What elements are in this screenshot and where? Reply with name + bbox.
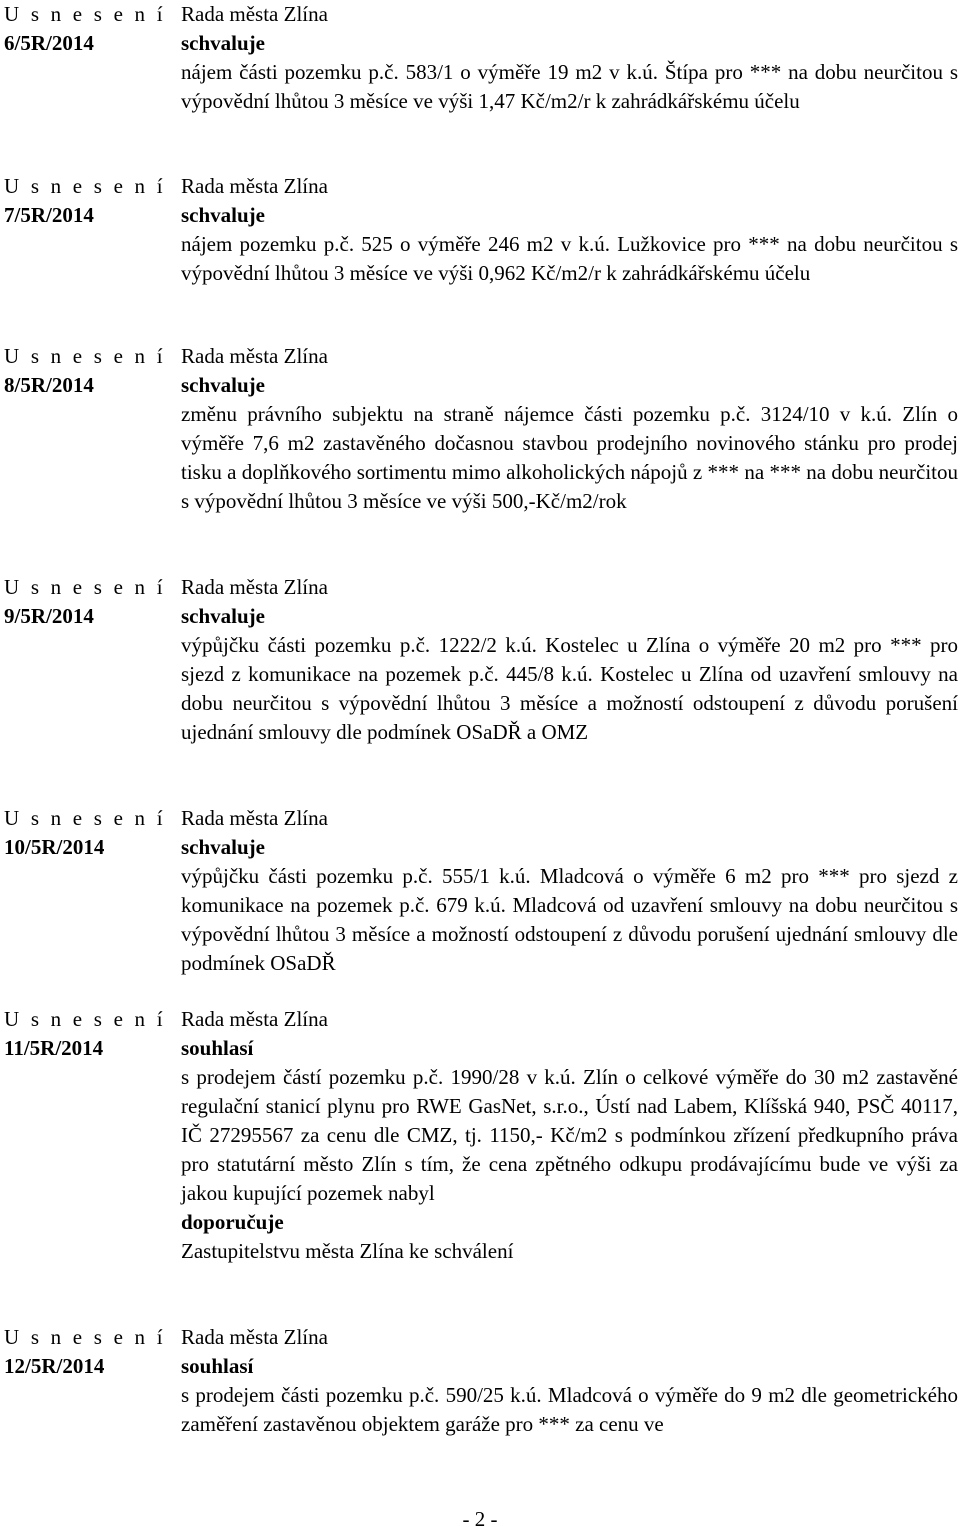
resolution-label xyxy=(4,342,174,400)
resolution-text-secondary: Zastupitelstvu města Zlína ke schválení xyxy=(181,1239,514,1263)
resolution-content xyxy=(181,0,958,116)
resolution-word: U s n e s e n í xyxy=(4,2,166,26)
resolution-text: výpůjčku části pozemku p.č. 555/1 k.ú. Mladcová o výměře 6 m2 pro *** pro sjezd z komunikace na pozemek p.č. 679 k.ú. Mladcová od uzavření smlouvy na dobu neurčitou s výpovědní lhůtou 3 měsíce a možností odstoupení z důvodu porušení ujednání smlouvy dle podmínek OSaDŘ xyxy=(181,864,958,975)
resolution-label xyxy=(4,573,174,631)
resolution-number: 9/5R/2014 xyxy=(4,604,94,628)
resolution-text: změnu právního subjektu na straně nájemce části pozemku p.č. 3124/10 v k.ú. Zlín o výměře 7,6 m2 zastavěného dočasnou stavbou prodejního novinového stánku pro prodej tisku a doplňkového sortimentu mimo alkoholických nápojů z *** na *** na dobu neurčitou s výpovědní lhůtou 3 měsíce ve výši 500,-Kč/m2/rok xyxy=(181,402,958,513)
resolution-text: s prodejem částí pozemku p.č. 1990/28 v k.ú. Zlín o celkové výměře do 30 m2 zastavěné regulační stanicí plynu pro RWE GasNet, s.r.o., Ústí nad Labem, Klíšská 940, PSČ 40117, IČ 27295567 za cenu dle CMZ, tj. 1150,- Kč/m2 s podmínkou zřízení předkupního práva pro statutární město Zlín s tím, že cena zpětného odkupu prodávajícímu bude ve výši za jakou kupující pozemek nabyl xyxy=(181,1065,958,1205)
resolution-authority: Rada města Zlína xyxy=(181,344,328,368)
resolution-number: 12/5R/2014 xyxy=(4,1354,105,1378)
resolution-number: 10/5R/2014 xyxy=(4,835,105,859)
resolution-label xyxy=(4,0,174,58)
resolution-text: s prodejem části pozemku p.č. 590/25 k.ú. Mladcová o výměře do 9 m2 dle geometrického zaměření zastavěnou objektem garáže pro *** za cenu ve xyxy=(181,1383,958,1436)
resolution-authority: Rada města Zlína xyxy=(181,575,328,599)
resolution-content xyxy=(181,573,958,747)
resolution-content xyxy=(181,342,958,516)
resolution-verb: souhlasí xyxy=(181,1036,254,1060)
resolution-label xyxy=(4,172,174,230)
resolution-text: nájem části pozemku p.č. 583/1 o výměře 19 m2 v k.ú. Štípa pro *** na dobu neurčitou s výpovědní lhůtou 3 měsíce ve výši 1,47 Kč/m2/r k zahrádkářskému účelu xyxy=(181,60,958,113)
resolution-authority: Rada města Zlína xyxy=(181,1325,328,1349)
resolution-verb: schvaluje xyxy=(181,31,265,55)
resolution-word: U s n e s e n í xyxy=(4,806,166,830)
resolution-content xyxy=(181,1005,958,1266)
resolution-verb: souhlasí xyxy=(181,1354,254,1378)
resolution-word: U s n e s e n í xyxy=(4,344,166,368)
resolution-number: 7/5R/2014 xyxy=(4,203,94,227)
resolution-word: U s n e s e n í xyxy=(4,575,166,599)
resolution-word: U s n e s e n í xyxy=(4,174,166,198)
resolution-verb-secondary: doporučuje xyxy=(181,1210,284,1234)
resolution-content xyxy=(181,804,958,978)
page-number: - 2 - xyxy=(462,1507,498,1531)
resolution-verb: schvaluje xyxy=(181,203,265,227)
resolution-verb: schvaluje xyxy=(181,373,265,397)
resolution-authority: Rada města Zlína xyxy=(181,2,328,26)
resolution-text: výpůjčku části pozemku p.č. 1222/2 k.ú. Kostelec u Zlína o výměře 20 m2 pro *** pro sjezd z komunikace na pozemek p.č. 445/8 k.ú. Kostelec u Zlína od uzavření smlouvy na dobu neurčitou s výpovědní lhůtou 3 měsíce a možností odstoupení z důvodu porušení ujednání smlouvy dle podmínek OSaDŘ a OMZ xyxy=(181,633,958,744)
resolution-text: nájem pozemku p.č. 525 o výměře 246 m2 v k.ú. Lužkovice pro *** na dobu neurčitou s výpovědní lhůtou 3 měsíce ve výši 0,962 Kč/m2/r k zahrádkářskému účelu xyxy=(181,232,958,285)
resolution-number: 11/5R/2014 xyxy=(4,1036,104,1060)
resolution-word: U s n e s e n í xyxy=(4,1325,166,1349)
resolution-label xyxy=(4,1323,174,1381)
resolution-verb: schvaluje xyxy=(181,835,265,859)
resolution-content xyxy=(181,1323,958,1439)
resolution-number: 6/5R/2014 xyxy=(4,31,94,55)
resolution-verb: schvaluje xyxy=(181,604,265,628)
resolution-number: 8/5R/2014 xyxy=(4,373,94,397)
resolution-authority: Rada města Zlína xyxy=(181,174,328,198)
resolution-authority: Rada města Zlína xyxy=(181,806,328,830)
resolution-content xyxy=(181,172,958,288)
resolution-authority: Rada města Zlína xyxy=(181,1007,328,1031)
resolution-word: U s n e s e n í xyxy=(4,1007,166,1031)
resolution-label xyxy=(4,804,174,862)
resolution-label xyxy=(4,1005,174,1063)
